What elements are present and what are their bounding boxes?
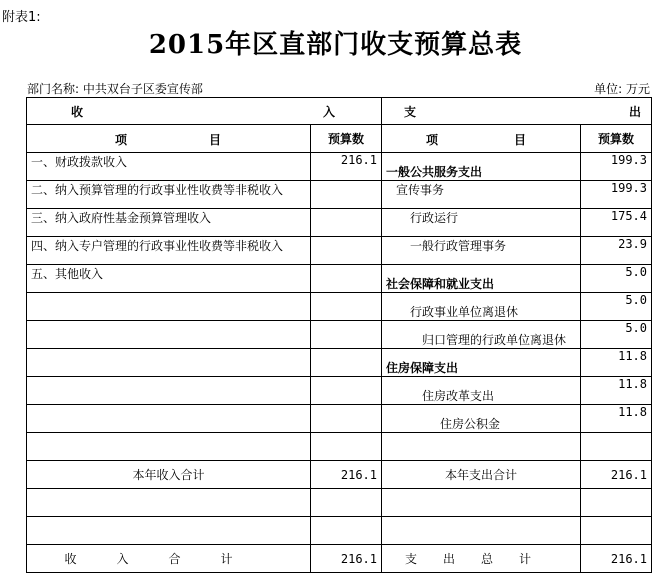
table-row	[27, 293, 652, 321]
expense-value: 175.4	[581, 209, 652, 237]
year-income-total: 216.1	[311, 461, 382, 489]
year-income-total-label: 本年收入合计	[27, 461, 311, 489]
income-value	[311, 405, 382, 433]
income-group-char-2: 入	[322, 105, 335, 119]
table-row-empty	[27, 433, 652, 461]
income-value	[311, 349, 382, 377]
expense-group-char-1: 支	[404, 105, 417, 119]
income-item	[27, 349, 311, 377]
empty-cell	[27, 433, 311, 461]
expense-item: 住房公积金	[382, 405, 581, 433]
expense-value: 5.0	[581, 293, 652, 321]
empty-cell	[311, 517, 382, 545]
income-item: 一、财政拨款收入	[27, 153, 311, 181]
department-label: 部门名称: 中共双台子区委宣传部	[27, 82, 203, 96]
expense-value: 23.9	[581, 237, 652, 265]
expense-item: 一般行政管理事务	[382, 237, 581, 265]
expense-group-char-2: 出	[628, 105, 641, 119]
expense-item: 宣传事务	[382, 181, 581, 209]
year-expense-total-label: 本年支出合计	[382, 461, 581, 489]
budget-table	[26, 97, 652, 573]
table-row	[27, 349, 652, 377]
expense-item-char-2: 目	[514, 133, 527, 147]
empty-cell	[311, 433, 382, 461]
unit-label: 单位: 万元	[594, 82, 650, 96]
expense-value: 11.8	[581, 377, 652, 405]
empty-cell	[581, 517, 652, 545]
income-budget-header: 预算数	[311, 125, 382, 153]
income-value	[311, 181, 382, 209]
empty-cell	[382, 517, 581, 545]
income-item: 四、纳入专户管理的行政事业性收费等非税收入	[27, 237, 311, 265]
page-title: 2015年区直部门收支预算总表	[148, 30, 523, 60]
expense-item: 社会保障和就业支出	[382, 265, 581, 293]
empty-cell	[27, 517, 311, 545]
expense-value: 5.0	[581, 321, 652, 349]
table-row	[27, 181, 652, 209]
table-row	[27, 405, 652, 433]
expense-item: 住房改革支出	[382, 377, 581, 405]
expense-value: 199.3	[581, 181, 652, 209]
expense-value: 199.3	[581, 153, 652, 181]
table-row	[27, 237, 652, 265]
expense-value: 11.8	[581, 349, 652, 377]
year-expense-total: 216.1	[581, 461, 652, 489]
income-value	[311, 265, 382, 293]
table-row-empty	[27, 489, 652, 517]
expense-item: 住房保障支出	[382, 349, 581, 377]
grand-income-label: 收入合计	[27, 545, 311, 573]
income-item: 三、纳入政府性基金预算管理收入	[27, 209, 311, 237]
income-item	[27, 405, 311, 433]
income-item: 五、其他收入	[27, 265, 311, 293]
year-total-row	[27, 461, 652, 489]
income-value	[311, 293, 382, 321]
income-value	[311, 377, 382, 405]
empty-cell	[27, 489, 311, 517]
table-row-empty	[27, 517, 652, 545]
column-header-row	[27, 125, 652, 153]
attachment-label: 附表1:	[2, 10, 41, 25]
expense-item-header	[382, 125, 581, 153]
income-value	[311, 321, 382, 349]
income-value	[311, 237, 382, 265]
empty-cell	[581, 433, 652, 461]
expense-group-header	[382, 98, 652, 125]
income-item	[27, 293, 311, 321]
empty-cell	[382, 433, 581, 461]
table-row	[27, 265, 652, 293]
income-group-char-1: 收	[71, 105, 84, 119]
income-group-header	[27, 98, 382, 125]
income-item-char-2: 目	[209, 133, 222, 147]
income-item: 二、纳入预算管理的行政事业性收费等非税收入	[27, 181, 311, 209]
grand-expense-label: 支出总计	[382, 545, 581, 573]
income-value	[311, 209, 382, 237]
empty-cell	[311, 489, 382, 517]
expense-item: 归口管理的行政单位离退休	[382, 321, 581, 349]
income-item	[27, 377, 311, 405]
table-row	[27, 209, 652, 237]
grand-total-row	[27, 545, 652, 573]
empty-cell	[382, 489, 581, 517]
expense-value: 5.0	[581, 265, 652, 293]
group-header-row	[27, 98, 652, 125]
expense-item-char-1: 项	[426, 133, 439, 147]
expense-budget-header: 预算数	[581, 125, 652, 153]
expense-value: 11.8	[581, 405, 652, 433]
table-row	[27, 321, 652, 349]
empty-cell	[581, 489, 652, 517]
expense-item: 行政运行	[382, 209, 581, 237]
table-row	[27, 377, 652, 405]
income-item-header	[27, 125, 311, 153]
income-value: 216.1	[311, 153, 382, 181]
grand-expense-total: 216.1	[581, 545, 652, 573]
expense-item: 行政事业单位离退休	[382, 293, 581, 321]
expense-item: 一般公共服务支出	[382, 153, 581, 181]
income-item-char-1: 项	[115, 133, 128, 147]
income-item	[27, 321, 311, 349]
table-row	[27, 153, 652, 181]
grand-income-total: 216.1	[311, 545, 382, 573]
